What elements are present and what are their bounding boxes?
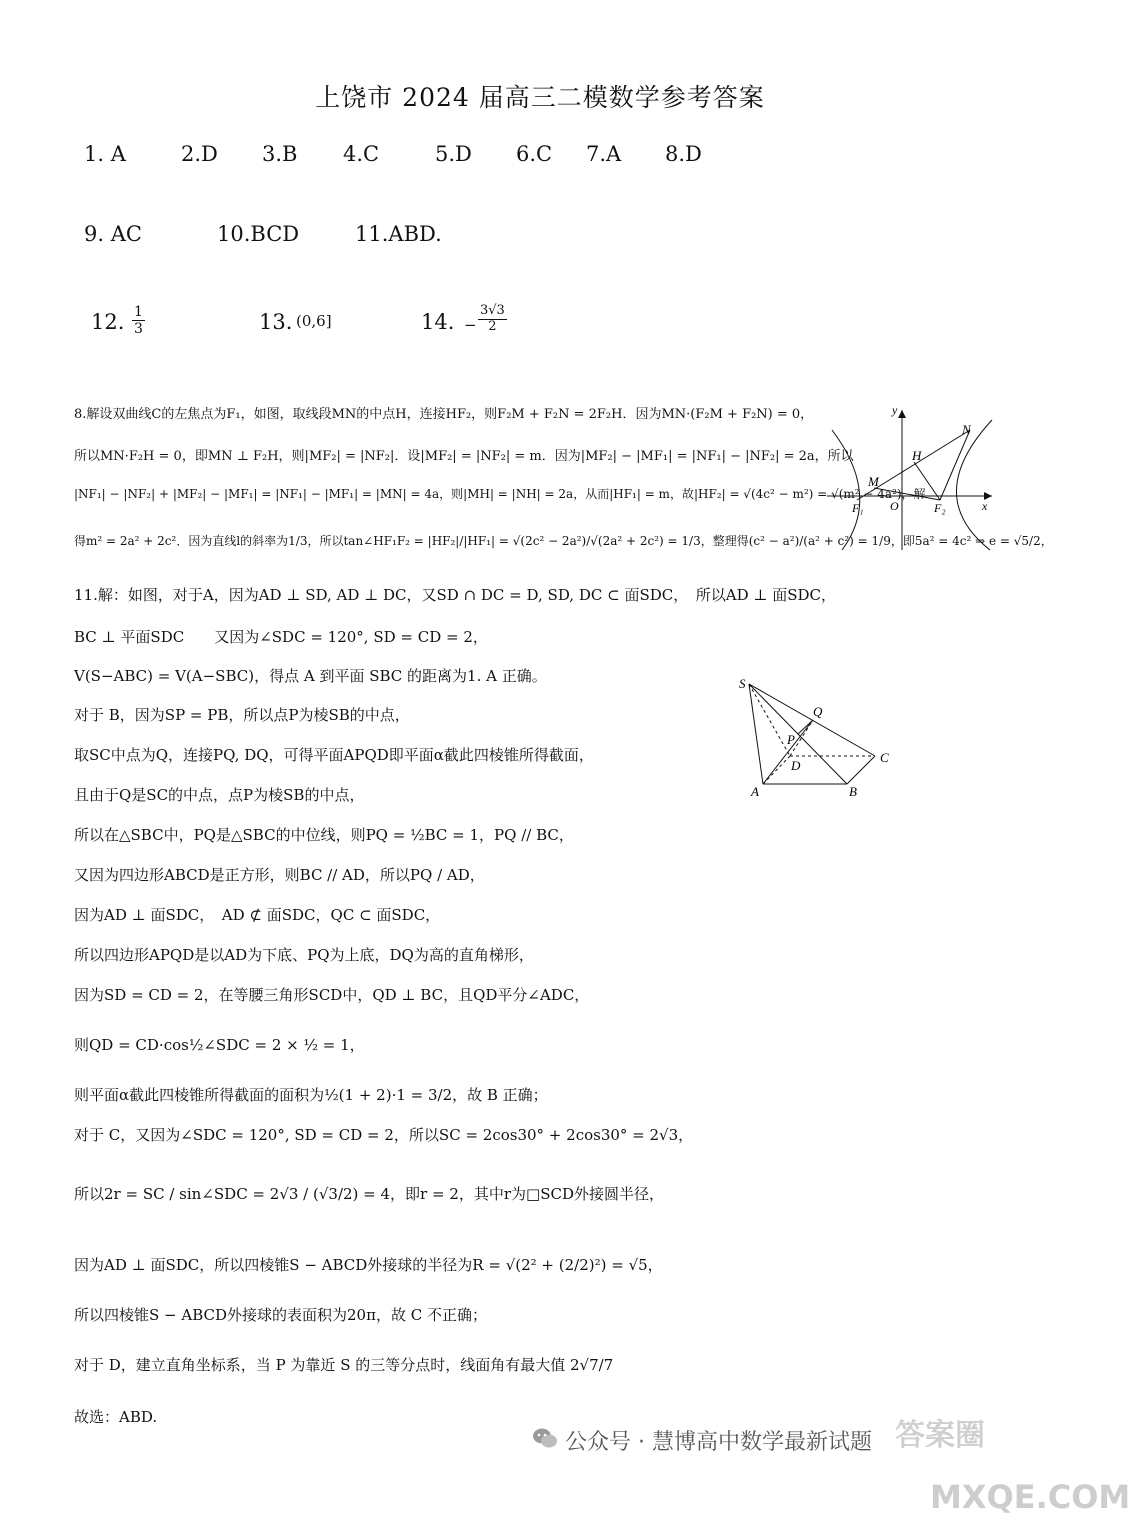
answer-item: 8.D bbox=[665, 142, 702, 166]
solution-8-line: 8.解设双曲线C的左焦点为F₁，如图，取线段MN的中点H，连接HF₂，则F₂M + F₂N = 2F₂H．因为MN·(F₂M + F₂N) = 0， bbox=[74, 407, 814, 422]
answer-q13-value: (0,6] bbox=[296, 312, 332, 330]
label-S: S bbox=[739, 676, 746, 691]
label-C: C bbox=[880, 750, 889, 765]
q12-denominator: 3 bbox=[134, 321, 143, 338]
solution-11-line: 因为SD = CD = 2，在等腰三角形SCD中，QD ⊥ BC，且QD平分∠ADC， bbox=[74, 986, 590, 1004]
solution-11-line: 所以四棱锥S − ABCD外接球的表面积为20π，故 C 不正确； bbox=[74, 1306, 487, 1324]
solution-11-line: 对于 D，建立直角坐标系，当 P 为靠近 S 的三等分点时，线面角有最大值 2√7/7 bbox=[74, 1356, 614, 1374]
solution-11-line: 11.解：如图，对于A，因为AD ⊥ SD, AD ⊥ DC，又SD ∩ DC = D, SD, DC ⊂ 面SDC， 所以AD ⊥ 面SDC， bbox=[74, 586, 837, 604]
edge-BC bbox=[847, 756, 875, 784]
solution-8-line: 所以MN·F₂H = 0，即MN ⊥ F₂H，则|MF₂| = |NF₂|．设|MF₂| = |NF₂| = m．因为|MF₂| − |MF₁| = |NF₁| − |NF₂| = 2a，所以 bbox=[74, 449, 854, 464]
label-O: O bbox=[890, 499, 899, 513]
wechat-icon bbox=[532, 1426, 558, 1454]
answer-q12-label: 12. bbox=[91, 310, 125, 334]
solution-11-line: 因为AD ⊥ 面SDC，所以四棱锥S − ABCD外接球的半径为R = √(2² + (2/2)²) = √5， bbox=[74, 1256, 663, 1274]
label-B: B bbox=[849, 784, 857, 799]
answer-q14-fraction bbox=[476, 304, 509, 335]
label-M: M bbox=[868, 474, 879, 489]
solution-11-line: V(S−ABC) = V(A−SBC)，得点 A 到平面 SBC 的距离为1. A 正确。 bbox=[74, 667, 547, 685]
line-l bbox=[857, 430, 970, 500]
solution-11-line: 又因为四边形ABCD是正方形，则BC // AD，所以PQ / AD， bbox=[74, 866, 485, 884]
answer-item: 7.A bbox=[586, 142, 622, 166]
label-F1: F₁ bbox=[852, 501, 864, 515]
solution-11-line: 所以四边形APQD是以AD为下底、PQ为上底，DQ为高的直角梯形， bbox=[74, 946, 534, 964]
answer-q13-label: 13. bbox=[259, 310, 293, 334]
solution-11-line: 取SC中点为Q，连接PQ, DQ，可得平面APQD即平面α截此四棱锥所得截面， bbox=[74, 746, 594, 764]
solution-8-line: 得m² = 2a² + 2c²．因为直线l的斜率为1/3，所以tan∠HF₁F₂ = |HF₂|/|HF₁| = √(2c² − 2a²)/√(2a² + 2c²) = 1/3，整理得(c² − a²)/(a² + c²) = 1/9，即5a² = 4c² ⇒ e = √5/2， bbox=[74, 534, 1053, 548]
label-Q: Q bbox=[813, 704, 823, 719]
edge-AD bbox=[763, 756, 790, 784]
solution-8-line: |NF₁| − |NF₂| + |MF₂| − |MF₁| = |NF₁| − |MF₁| = |MN| = 4a，则|MH| = |NH| = 2a，从而|HF₁| = m，故|HF₂| = √(4c² − m²) = √(m² − 4a²)，解 bbox=[74, 487, 926, 501]
q14-denominator: 2 bbox=[488, 318, 497, 334]
solution-11-line: 则平面α截此四棱锥所得截面的面积为½(1 + 2)·1 = 3/2，故 B 正确； bbox=[74, 1086, 548, 1104]
solution-11-line: 则QD = CD·cos½∠SDC = 2 × ½ = 1， bbox=[74, 1036, 365, 1054]
solution-11-line: 且由于Q是SC的中点，点P为棱SB的中点， bbox=[74, 786, 365, 804]
label-y: y bbox=[892, 403, 898, 417]
edge-SA bbox=[749, 684, 763, 784]
answer-item: 5.D bbox=[435, 142, 472, 166]
page-title: 上饶市 2024 届高三二模数学参考答案 bbox=[315, 83, 765, 112]
answer-item: 4.C bbox=[343, 142, 380, 166]
answer-item: 11.ABD. bbox=[355, 222, 442, 246]
segment-PQ bbox=[798, 720, 813, 734]
solution-11-line: 所以在△SBC中，PQ是△SBC的中位线，则PQ = ½BC = 1，PQ // BC， bbox=[74, 826, 574, 844]
answer-item: 9. AC bbox=[84, 222, 142, 246]
label-x: x bbox=[982, 499, 988, 513]
solution-11-line: 对于 B，因为SP = PB，所以点P为棱SB的中点， bbox=[74, 706, 410, 724]
q14-numerator: 3√3 bbox=[480, 303, 505, 318]
answer-q14-sign: − bbox=[464, 316, 477, 334]
watermark-top: 答案圈 bbox=[895, 1418, 985, 1453]
y-axis-arrow-icon bbox=[898, 410, 906, 418]
footer-account: 公众号 · 慧博高中数学最新试题 bbox=[565, 1430, 872, 1455]
label-H: H bbox=[912, 448, 922, 463]
segment-AQ bbox=[763, 720, 813, 784]
label-F2: F₂ bbox=[934, 501, 946, 515]
answer-item: 6.C bbox=[516, 142, 553, 166]
answer-item: 10.BCD bbox=[217, 222, 300, 246]
label-A: A bbox=[751, 784, 759, 799]
watermark-bottom: MXQE.COM bbox=[930, 1478, 1130, 1516]
answer-item: 2.D bbox=[181, 142, 218, 166]
segment-F2N bbox=[940, 430, 970, 500]
hyperbola-right-branch bbox=[956, 420, 992, 550]
label-N: N bbox=[962, 422, 971, 437]
solution-11-line: BC ⊥ 平面SDC 又因为∠SDC = 120°, SD = CD = 2， bbox=[74, 628, 488, 646]
segment-F2M bbox=[874, 488, 940, 500]
pyramid-figure bbox=[735, 672, 895, 802]
answer-q14-label: 14. bbox=[421, 310, 455, 334]
answer-item: 3.B bbox=[262, 142, 298, 166]
label-P: P bbox=[787, 732, 795, 747]
hyperbola-figure bbox=[822, 400, 1002, 560]
segment-F2H bbox=[914, 462, 940, 500]
label-D: D bbox=[791, 758, 801, 773]
edge-SC bbox=[749, 684, 875, 756]
hyperbola-left-branch bbox=[832, 430, 860, 550]
solution-11-line: 对于 C，又因为∠SDC = 120°, SD = CD = 2，所以SC = 2cos30° + 2cos30° = 2√3， bbox=[74, 1126, 694, 1144]
q12-numerator: 1 bbox=[134, 304, 143, 320]
solution-11-line: 所以2r = SC / sin∠SDC = 2√3 / (√3/2) = 4，即r = 2，其中r为□SCD外接圆半径， bbox=[74, 1185, 664, 1203]
solution-11-line: 故选：ABD. bbox=[74, 1408, 158, 1426]
solution-11-line: 因为AD ⊥ 面SDC， AD ⊄ 面SDC，QC ⊂ 面SDC， bbox=[74, 906, 441, 924]
answer-q12-fraction bbox=[130, 304, 147, 337]
answer-item: 1. A bbox=[84, 142, 126, 166]
